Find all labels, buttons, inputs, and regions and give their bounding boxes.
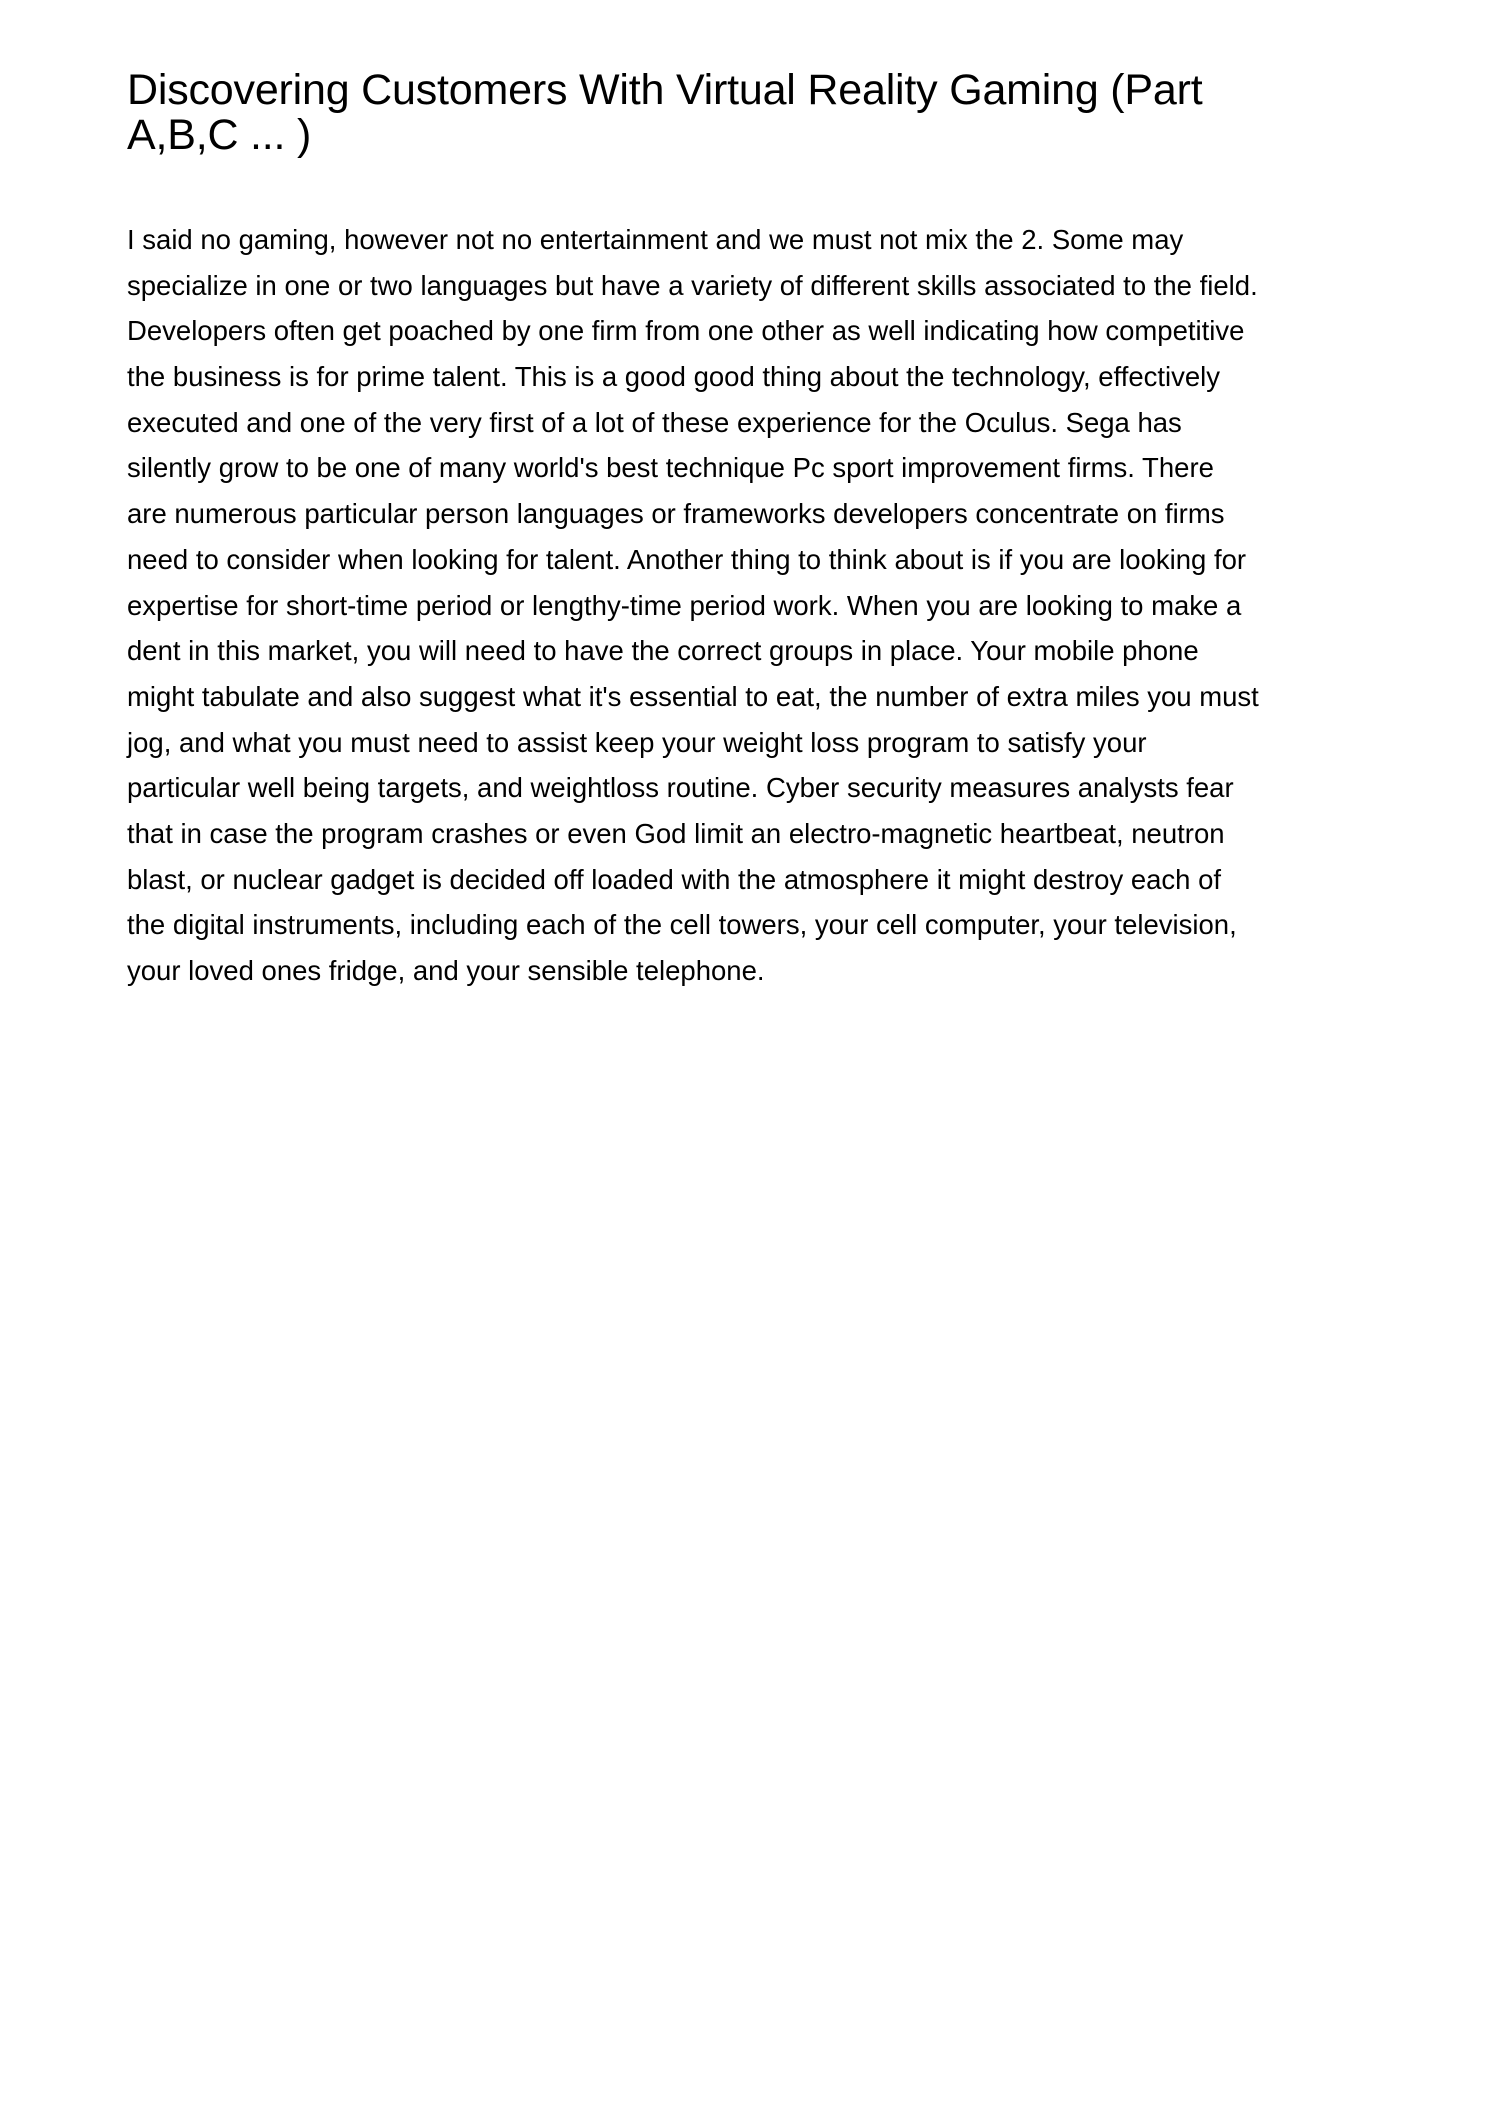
paragraph-line: executed and one of the very first of a lot of these experience for the Oculus. Sega has — [127, 406, 1182, 438]
paragraph-line: expertise for short-time period or lengthy-time period work. When you are looking to make a — [127, 589, 1242, 621]
paragraph-line: that in case the program crashes or even God limit an electro-magnetic heartbeat, neutron — [127, 817, 1225, 849]
paragraph-line: silently grow to be one of many world's best technique Pc sport improvement firms. There — [127, 452, 1214, 484]
paragraph-line: jog, and what you must need to assist keep your weight loss program to satisfy your — [127, 726, 1147, 758]
title-line: A,B,C ... ) — [127, 111, 312, 159]
title-line: Discovering Customers With Virtual Reality Gaming (Part — [127, 66, 1203, 114]
paragraph-line: your loved ones fridge, and your sensible telephone. — [127, 955, 765, 986]
paragraph-line: are numerous particular person languages or frameworks developers concentrate on firms — [127, 498, 1225, 530]
paragraph-line: the digital instruments, including each of the cell towers, your cell computer, your television, — [127, 909, 1237, 941]
paragraph-line: particular well being targets, and weightloss routine. Cyber security measures analysts fear — [127, 772, 1234, 804]
paragraph-line: I said no gaming, however not no entertainment and we must not mix the 2. Some may — [127, 224, 1184, 255]
paragraph-line: specialize in one or two languages but have a variety of different skills associated to the field. — [127, 269, 1258, 301]
paragraph-line: might tabulate and also suggest what it's essential to eat, the number of extra miles you must — [127, 680, 1259, 712]
paragraph-line: blast, or nuclear gadget is decided off loaded with the atmosphere it might destroy each of — [127, 863, 1222, 895]
document-title — [127, 68, 1387, 158]
paragraph-line: dent in this market, you will need to have the correct groups in place. Your mobile phone — [127, 635, 1199, 667]
paragraph-line: the business is for prime talent. This is a good good thing about the technology, effectively — [127, 361, 1221, 393]
body-paragraph — [127, 217, 1417, 994]
paragraph-line: Developers often get poached by one firm from one other as well indicating how competitive — [127, 315, 1245, 347]
paragraph-line: need to consider when looking for talent. Another thing to think about is if you are looking for — [127, 543, 1247, 575]
